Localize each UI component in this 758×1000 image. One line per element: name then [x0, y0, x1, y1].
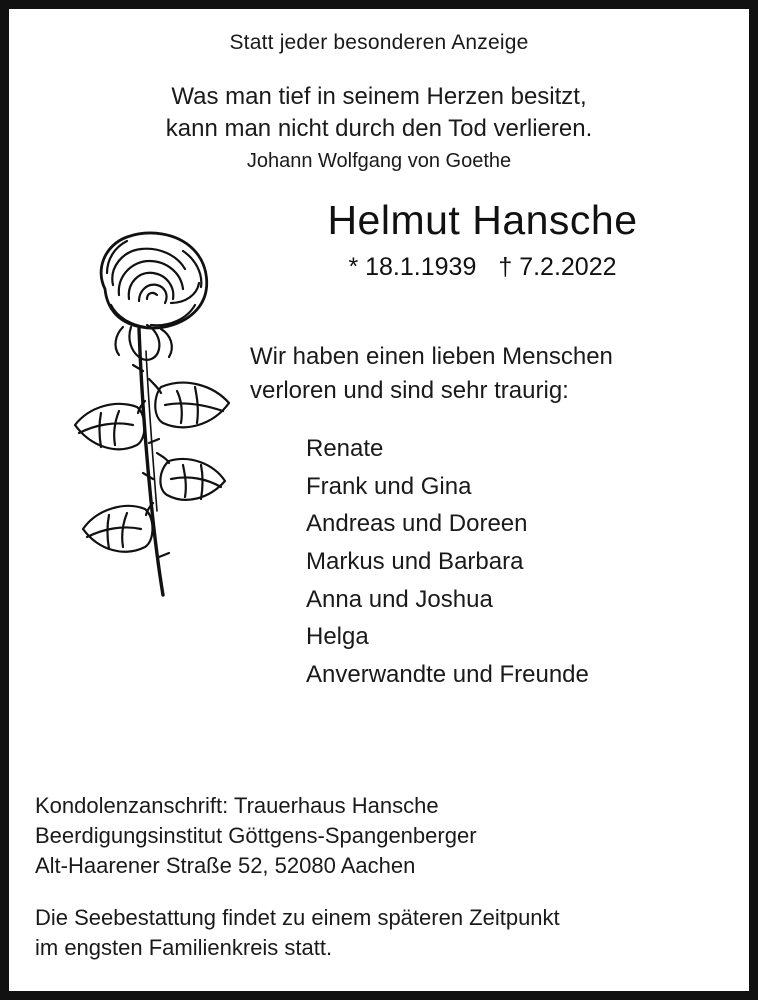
list-item: Renate: [306, 434, 384, 462]
right-column: [250, 197, 723, 694]
list-item: Frank und Gina: [306, 472, 472, 500]
birth-date: * 18.1.1939: [348, 252, 477, 281]
list-item: Markus und Barbara: [306, 547, 524, 575]
quote-author: Johann Wolfgang von Goethe: [246, 150, 512, 173]
address-line-2: Beerdigungsinstitut Göttgens-Spangenberger: [35, 823, 477, 849]
list-item: Anna und Joshua: [306, 585, 493, 613]
footer-block: [35, 791, 723, 963]
address-line-3: Alt-Haarener Straße 52, 52080 Aachen: [35, 853, 416, 879]
obituary-inner: [9, 9, 749, 991]
condolence-address: [35, 791, 723, 881]
death-date: † 7.2.2022: [498, 252, 617, 281]
address-line-1: Kondolenzanschrift: Trauerhaus Hansche: [35, 793, 439, 819]
note-line-2: im engsten Familienkreis statt.: [35, 935, 333, 961]
note-line-1: Die Seebestattung findet zu einem späteren Zeitpunkt: [35, 905, 560, 931]
deceased-name: Helmut Hansche: [327, 196, 638, 243]
mourners-list: [306, 430, 715, 694]
list-item: Anverwandte und Freunde: [306, 660, 589, 688]
notice-headline: Statt jeder besonderen Anzeige: [229, 31, 529, 54]
quote-block: [35, 81, 723, 175]
quote-line-1: Was man tief in seinem Herzen besitzt,: [171, 83, 587, 110]
quote-line-2: kann man nicht durch den Tod verlieren.: [165, 114, 593, 142]
lead-text: [250, 340, 715, 408]
rose-illustration-icon: [53, 211, 238, 611]
list-item: Andreas und Doreen: [306, 510, 528, 538]
burial-note: [35, 903, 723, 963]
lead-line-1: Wir haben einen lieben Menschen: [250, 342, 613, 370]
body-area: [35, 197, 723, 757]
lead-line-2: verloren und sind sehr traurig:: [250, 376, 569, 404]
list-item: Helga: [306, 623, 369, 651]
life-dates: [250, 253, 715, 282]
